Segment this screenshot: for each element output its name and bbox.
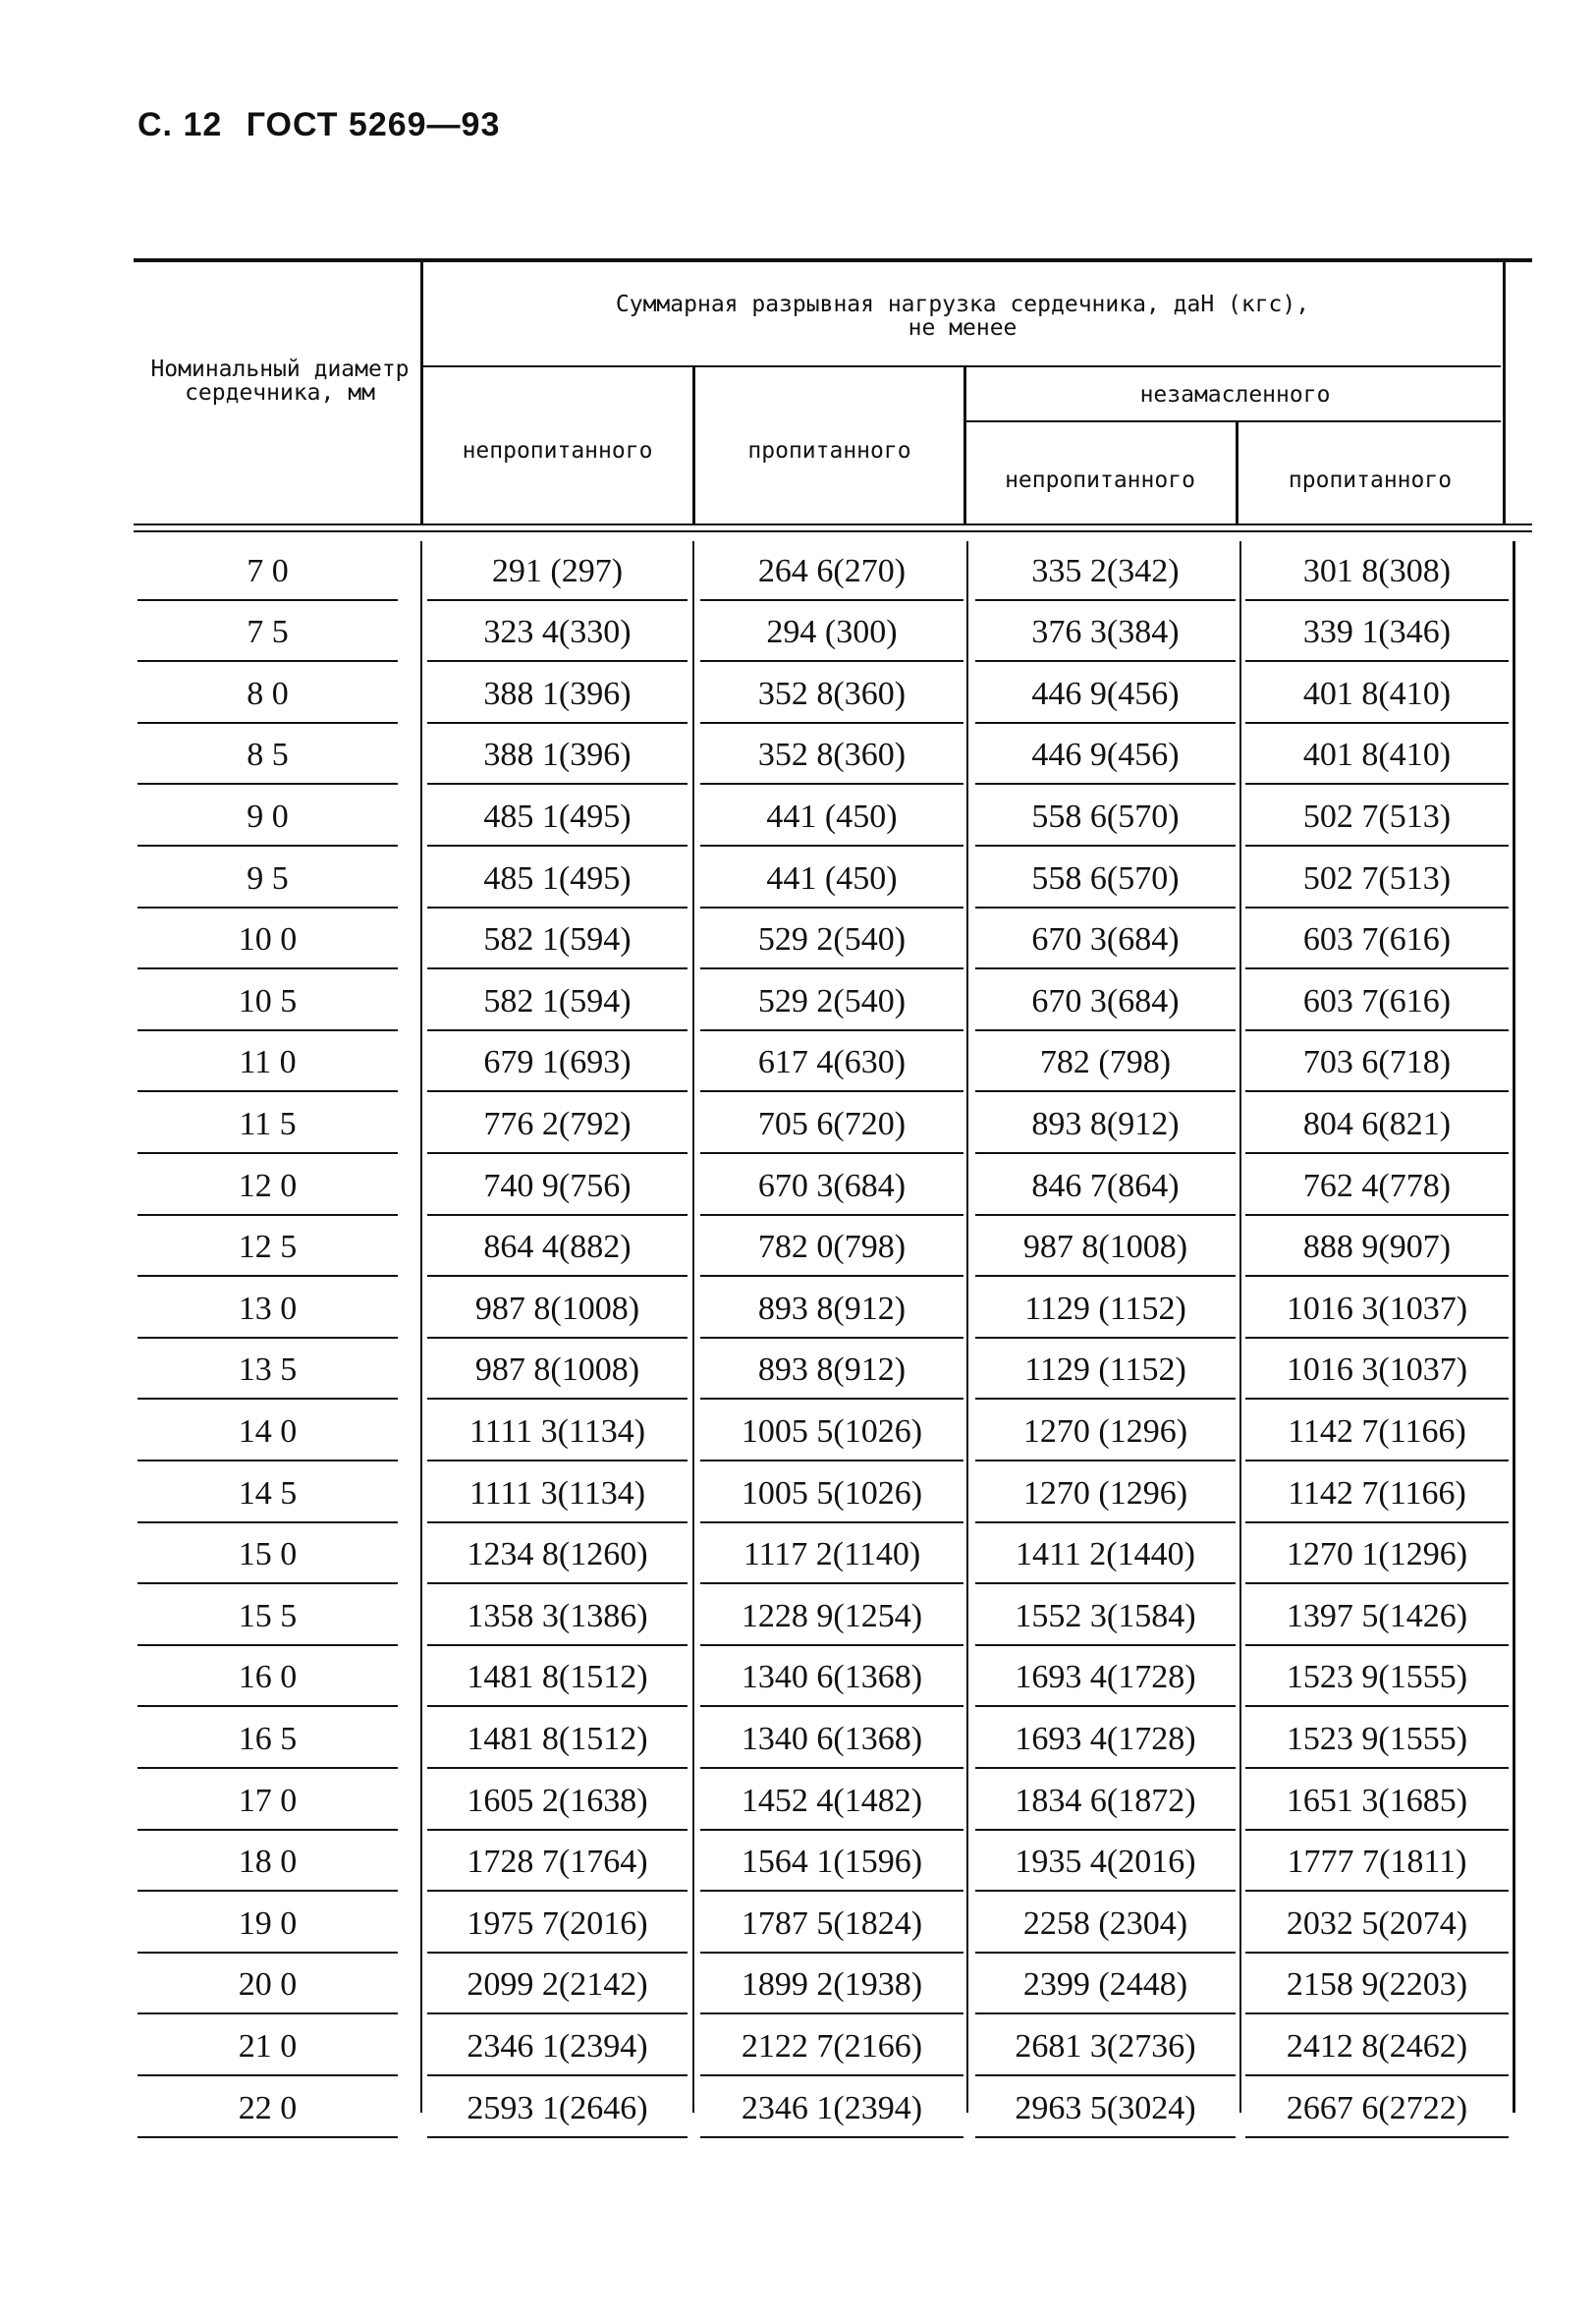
load-cell: 502 7(513)	[1245, 794, 1509, 841]
load-cell: 705 6(720)	[700, 1101, 963, 1148]
table-row	[0, 1525, 1596, 1587]
load-cell: 1005 5(1026)	[700, 1470, 963, 1517]
load-cell: 264 6(270)	[700, 548, 963, 595]
table-row	[0, 1956, 1596, 2017]
header-sub-impregnated	[1239, 469, 1501, 492]
diameter-cell: 18 0	[138, 1839, 398, 1886]
diameter-cell: 17 0	[138, 1778, 398, 1825]
diameter-cell: 14 5	[138, 1470, 398, 1517]
header-vline-4	[1236, 422, 1238, 525]
load-cell: 987 8(1008)	[427, 1286, 688, 1333]
load-cell: 2412 8(2462)	[1245, 2023, 1509, 2070]
diameter-cell: 21 0	[138, 2023, 398, 2070]
load-cell: 1481 8(1512)	[427, 1716, 688, 1763]
load-cell: 1552 3(1584)	[975, 1593, 1236, 1640]
load-cell: 1142 7(1166)	[1245, 1408, 1509, 1456]
load-cell: 301 8(308)	[1245, 548, 1509, 595]
load-cell: 582 1(594)	[427, 978, 688, 1025]
load-cell: 1728 7(1764)	[427, 1839, 688, 1886]
load-cell: 893 8(912)	[700, 1347, 963, 1394]
load-cell: 782 (798)	[975, 1039, 1236, 1086]
diameter-cell: 14 0	[138, 1408, 398, 1456]
load-cell: 2158 9(2203)	[1245, 1961, 1509, 2009]
table-row	[0, 1709, 1596, 1771]
load-cell: 1777 7(1811)	[1245, 1839, 1509, 1886]
table-row	[0, 787, 1596, 849]
table-row	[0, 1771, 1596, 1833]
table-row	[0, 1094, 1596, 1156]
load-cell: 603 7(616)	[1245, 978, 1509, 1025]
load-cell: 987 8(1008)	[975, 1224, 1236, 1271]
table-row	[0, 1033, 1596, 1095]
header-group	[432, 293, 1493, 340]
load-cell: 1142 7(1166)	[1245, 1470, 1509, 1517]
table-row	[0, 1648, 1596, 1710]
diameter-cell: 11 0	[138, 1039, 398, 1086]
load-cell: 1564 1(1596)	[700, 1839, 963, 1886]
load-cell: 762 4(778)	[1245, 1163, 1509, 1210]
diameter-cell: 9 5	[138, 855, 398, 903]
diameter-cell: 13 0	[138, 1286, 398, 1333]
load-cell: 339 1(346)	[1245, 609, 1509, 656]
load-cell: 1270 (1296)	[975, 1408, 1236, 1456]
table-row	[0, 910, 1596, 972]
load-cell: 1016 3(1037)	[1245, 1347, 1509, 1394]
load-cell: 446 9(456)	[975, 732, 1236, 779]
load-cell: 294 (300)	[700, 609, 963, 656]
header-vline-5	[1503, 262, 1506, 525]
header-subgroup	[967, 383, 1503, 407]
diameter-cell: 9 0	[138, 794, 398, 841]
load-cell: 617 4(630)	[700, 1039, 963, 1086]
load-cell: 2681 3(2736)	[975, 2023, 1236, 2070]
load-cell: 502 7(513)	[1245, 855, 1509, 903]
load-cell: 352 8(360)	[700, 732, 963, 779]
table-row	[0, 971, 1596, 1033]
group-divider	[422, 365, 1501, 367]
load-cell: 1117 2(1140)	[700, 1531, 963, 1578]
load-cell: 740 9(756)	[427, 1163, 688, 1210]
load-cell: 1111 3(1134)	[427, 1470, 688, 1517]
header-col-unimpregnated-text: непропитанного	[462, 438, 653, 464]
header-vline-1	[420, 262, 423, 525]
load-cell: 1523 9(1555)	[1245, 1654, 1509, 1701]
load-cell: 2399 (2448)	[975, 1961, 1236, 2009]
load-cell: 1228 9(1254)	[700, 1593, 963, 1640]
load-cell: 1270 (1296)	[975, 1470, 1236, 1517]
load-cell: 1834 6(1872)	[975, 1778, 1236, 1825]
table-row	[0, 1218, 1596, 1280]
header-col-impregnated	[699, 439, 960, 463]
load-cell: 679 1(693)	[427, 1039, 688, 1086]
header-col-impregnated-text: пропитанного	[747, 438, 911, 464]
diameter-cell: 8 5	[138, 732, 398, 779]
header-vline-3	[963, 367, 966, 525]
load-cell: 401 8(410)	[1245, 671, 1509, 718]
table-row	[0, 1894, 1596, 1956]
table-header-bottom-rule-2	[134, 530, 1532, 532]
load-cell: 1693 4(1728)	[975, 1716, 1236, 1763]
load-cell: 1005 5(1026)	[700, 1408, 963, 1456]
load-cell: 1605 2(1638)	[427, 1778, 688, 1825]
table-row	[0, 1463, 1596, 1525]
load-cell: 603 7(616)	[1245, 916, 1509, 964]
load-cell: 2258 (2304)	[975, 1901, 1236, 1948]
load-cell: 670 3(684)	[700, 1163, 963, 1210]
load-cell: 670 3(684)	[975, 978, 1236, 1025]
header-col-unimpregnated	[427, 439, 688, 463]
header-group-line1: Суммарная разрывная нагрузка сердечника, даН (кгс),	[615, 292, 1310, 317]
diameter-cell: 19 0	[138, 1901, 398, 1948]
table-row	[0, 2016, 1596, 2078]
load-cell: 1481 8(1512)	[427, 1654, 688, 1701]
load-cell: 485 1(495)	[427, 855, 688, 903]
load-cell: 441 (450)	[700, 794, 963, 841]
diameter-cell: 8 0	[138, 671, 398, 718]
diameter-cell: 16 0	[138, 1654, 398, 1701]
table-row	[0, 849, 1596, 910]
load-cell: 323 4(330)	[427, 609, 688, 656]
table-row	[0, 1341, 1596, 1403]
load-cell: 529 2(540)	[700, 916, 963, 964]
table-header-bottom-rule	[134, 524, 1532, 525]
table-top-rule	[134, 258, 1532, 262]
header-diameter-text: Номинальный диаметр сердечника, мм	[150, 357, 410, 407]
load-cell: 291 (297)	[427, 548, 688, 595]
diameter-cell: 12 5	[138, 1224, 398, 1271]
load-cell: 529 2(540)	[700, 978, 963, 1025]
load-cell: 2963 5(3024)	[975, 2085, 1236, 2132]
load-cell: 2667 6(2722)	[1245, 2085, 1509, 2132]
table-row	[0, 2078, 1596, 2140]
header-sub-impregnated-text: пропитанного	[1288, 468, 1453, 493]
table-row	[0, 1833, 1596, 1895]
load-cell: 804 6(821)	[1245, 1101, 1509, 1148]
load-cell: 864 4(882)	[427, 1224, 688, 1271]
table-row	[0, 1586, 1596, 1648]
page-header	[138, 106, 514, 144]
load-cell: 558 6(570)	[975, 855, 1236, 903]
load-cell: 1111 3(1134)	[427, 1408, 688, 1456]
load-cell: 2099 2(2142)	[427, 1961, 688, 2009]
diameter-cell: 10 5	[138, 978, 398, 1025]
load-cell: 1523 9(1555)	[1245, 1716, 1509, 1763]
load-cell: 670 3(684)	[975, 916, 1236, 964]
load-cell: 846 7(864)	[975, 1163, 1236, 1210]
load-cell: 1693 4(1728)	[975, 1654, 1236, 1701]
diameter-cell: 22 0	[138, 2085, 398, 2132]
load-cell: 485 1(495)	[427, 794, 688, 841]
load-cell: 1129 (1152)	[975, 1286, 1236, 1333]
load-cell: 776 2(792)	[427, 1101, 688, 1148]
load-cell: 1899 2(1938)	[700, 1961, 963, 2009]
load-cell: 893 8(912)	[700, 1286, 963, 1333]
load-cell: 1234 8(1260)	[427, 1531, 688, 1578]
table-row	[0, 726, 1596, 788]
header-diameter	[147, 358, 413, 405]
table-row	[0, 541, 1596, 603]
header-vline-2	[692, 367, 695, 525]
diameter-cell: 13 5	[138, 1347, 398, 1394]
header-subgroup-text: незамасленного	[1139, 382, 1331, 408]
load-cell: 1411 2(1440)	[975, 1531, 1236, 1578]
load-cell: 2122 7(2166)	[700, 2023, 963, 2070]
header-sub-unimpregnated	[967, 469, 1233, 492]
load-cell: 335 2(342)	[975, 548, 1236, 595]
standard-code: ГОСТ 5269—93	[246, 106, 501, 143]
load-cell: 888 9(907)	[1245, 1224, 1509, 1271]
header-group-line2: не менее	[908, 315, 1018, 342]
diameter-cell: 16 5	[138, 1716, 398, 1763]
diameter-cell: 10 0	[138, 916, 398, 964]
load-cell: 1358 3(1386)	[427, 1593, 688, 1640]
load-cell: 1651 3(1685)	[1245, 1778, 1509, 1825]
table-row	[0, 603, 1596, 665]
load-cell: 441 (450)	[700, 855, 963, 903]
diameter-cell: 20 0	[138, 1961, 398, 2009]
load-cell: 1787 5(1824)	[700, 1901, 963, 1948]
load-cell: 1340 6(1368)	[700, 1716, 963, 1763]
load-cell: 782 0(798)	[700, 1224, 963, 1271]
load-cell: 558 6(570)	[975, 794, 1236, 841]
load-cell: 1016 3(1037)	[1245, 1286, 1509, 1333]
load-cell: 1270 1(1296)	[1245, 1531, 1509, 1578]
load-cell: 893 8(912)	[975, 1101, 1236, 1148]
load-cell: 1975 7(2016)	[427, 1901, 688, 1948]
table-row	[0, 1402, 1596, 1463]
diameter-cell: 7 5	[138, 609, 398, 656]
diameter-cell: 7 0	[138, 548, 398, 595]
load-cell: 376 3(384)	[975, 609, 1236, 656]
load-cell: 2593 1(2646)	[427, 2085, 688, 2132]
load-cell: 582 1(594)	[427, 916, 688, 964]
load-cell: 401 8(410)	[1245, 732, 1509, 779]
subgroup-divider	[964, 420, 1501, 422]
load-cell: 1935 4(2016)	[975, 1839, 1236, 1886]
load-cell: 987 8(1008)	[427, 1347, 688, 1394]
load-cell: 2346 1(2394)	[427, 2023, 688, 2070]
load-cell: 1452 4(1482)	[700, 1778, 963, 1825]
load-cell: 352 8(360)	[700, 671, 963, 718]
diameter-cell: 15 0	[138, 1531, 398, 1578]
diameter-cell: 12 0	[138, 1163, 398, 1210]
load-cell: 388 1(396)	[427, 732, 688, 779]
load-cell: 1397 5(1426)	[1245, 1593, 1509, 1640]
load-cell: 446 9(456)	[975, 671, 1236, 718]
diameter-cell: 11 5	[138, 1101, 398, 1148]
load-cell: 388 1(396)	[427, 671, 688, 718]
load-cell: 1340 6(1368)	[700, 1654, 963, 1701]
load-cell: 703 6(718)	[1245, 1039, 1509, 1086]
diameter-cell: 15 5	[138, 1593, 398, 1640]
load-cell: 2032 5(2074)	[1245, 1901, 1509, 1948]
load-cell: 2346 1(2394)	[700, 2085, 963, 2132]
table-row	[0, 1279, 1596, 1341]
table-row	[0, 664, 1596, 726]
table-row	[0, 1156, 1596, 1218]
page-number: С. 12	[138, 106, 223, 143]
load-cell: 1129 (1152)	[975, 1347, 1236, 1394]
header-sub-unimpregnated-text: непропитанного	[1005, 468, 1195, 493]
